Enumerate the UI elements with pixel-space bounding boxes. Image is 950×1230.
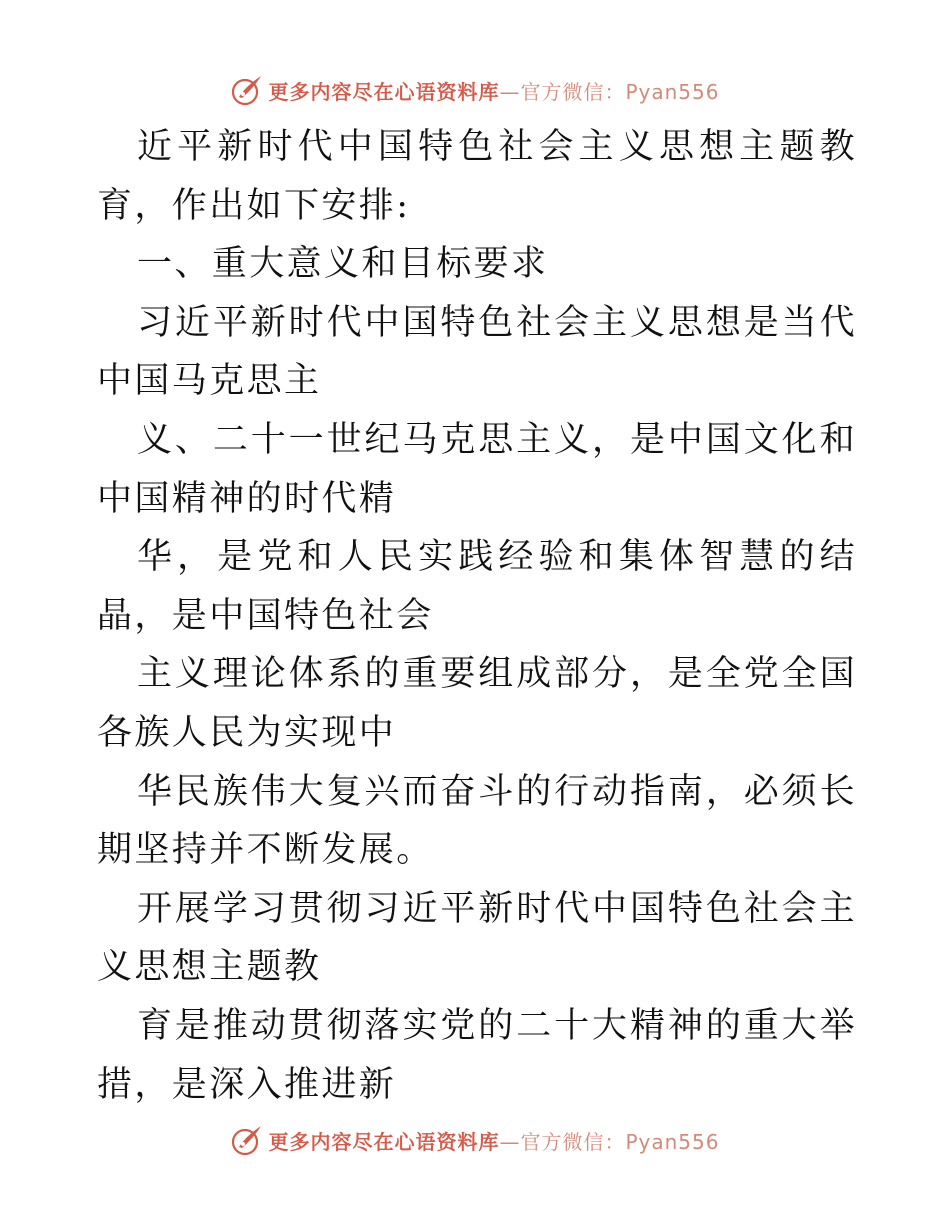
body-paragraph: 近平新时代中国特色社会主义思想主题教育，作出如下安排: [97, 127, 857, 226]
body-paragraph: 育是推动贯彻落实党的二十大精神的重大举措，是深入推进新 [97, 1005, 857, 1105]
quill-pen-logo-icon [230, 73, 264, 107]
document-body [97, 118, 857, 1114]
footer-watermark [0, 1120, 950, 1160]
header-brand-text: 更多内容尽在心语资料库 [268, 79, 500, 104]
footer-brand-text: 更多内容尽在心语资料库 [268, 1129, 500, 1154]
body-paragraph: 义、二十一世纪马克思主义，是中国文化和中国精神的时代精 [97, 419, 857, 519]
section-heading: 一、重大意义和目标要求 [137, 244, 549, 285]
header-contact-text: —官方微信：Pyan556 [499, 79, 720, 104]
body-paragraph: 主义理论体系的重要组成部分，是全党全国各族人民为实现中 [97, 654, 857, 753]
quill-pen-logo-icon [230, 1123, 264, 1157]
header-watermark [0, 70, 950, 110]
body-paragraph: 华，是党和人民实践经验和集体智慧的结晶，是中国特色社会 [97, 537, 857, 636]
footer-contact-text: —官方微信：Pyan556 [499, 1129, 720, 1154]
body-paragraph: 开展学习贯彻习近平新时代中国特色社会主义思想主题教 [97, 888, 857, 988]
body-paragraph: 习近平新时代中国特色社会主义思想是当代中国马克思主 [97, 302, 857, 402]
body-paragraph: 华民族伟大复兴而奋斗的行动指南，必须长期坚持并不断发展。 [97, 771, 857, 871]
